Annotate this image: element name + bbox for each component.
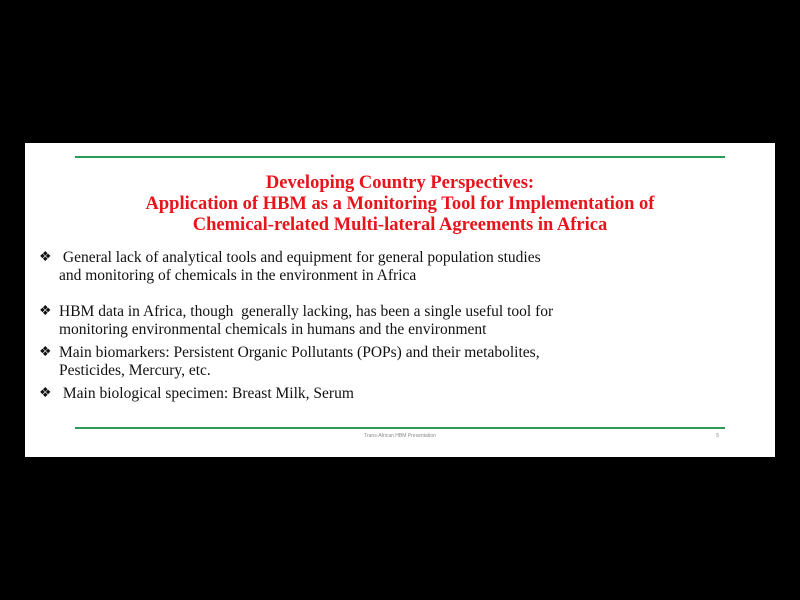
- bullet-text: [59, 385, 761, 403]
- bullet-list: [39, 249, 761, 403]
- slide-title: [25, 173, 775, 236]
- bottom-divider-line: [75, 427, 725, 429]
- diamond-bullet-icon: ❖: [39, 250, 52, 265]
- bullet-line: monitoring environmental chemicals in humans and the environment: [59, 321, 487, 338]
- title-line-1: Developing Country Perspectives:: [265, 173, 535, 193]
- top-divider-line: [75, 156, 725, 158]
- bullet-line: Main biomarkers: Persistent Organic Pollutants (POPs) and their metabolites,: [59, 344, 540, 361]
- bullet-line: Pesticides, Mercury, etc.: [59, 362, 211, 379]
- bullet-item-analytical-tools: [39, 249, 761, 285]
- page-number: 5: [716, 433, 719, 439]
- title-line-2: Application of HBM as a Monitoring Tool for Implementation of: [145, 194, 655, 214]
- diamond-bullet-icon: ❖: [39, 304, 52, 319]
- bullet-line: Main biological specimen: Breast Milk, Serum: [59, 385, 354, 402]
- bullet-item-specimen: [39, 385, 761, 403]
- bullet-item-biomarkers: [39, 344, 761, 380]
- bullet-line: HBM data in Africa, though generally lacking, has been a single useful tool for: [59, 303, 554, 320]
- bullet-item-hbm-data: [39, 303, 761, 339]
- slide: [25, 143, 775, 457]
- bullet-text: [59, 344, 761, 380]
- bullet-line: General lack of analytical tools and equipment for general population studies: [59, 249, 541, 266]
- diamond-bullet-icon: ❖: [39, 386, 52, 401]
- bullet-line: and monitoring of chemicals in the environment in Africa: [59, 267, 417, 284]
- diamond-bullet-icon: ❖: [39, 345, 52, 360]
- bullet-text: [59, 303, 761, 339]
- title-line-3: Chemical-related Multi-lateral Agreements in Africa: [192, 215, 608, 235]
- bullet-text: [59, 249, 761, 285]
- slide-footer: Trans-African HBM Presentation: [364, 433, 436, 439]
